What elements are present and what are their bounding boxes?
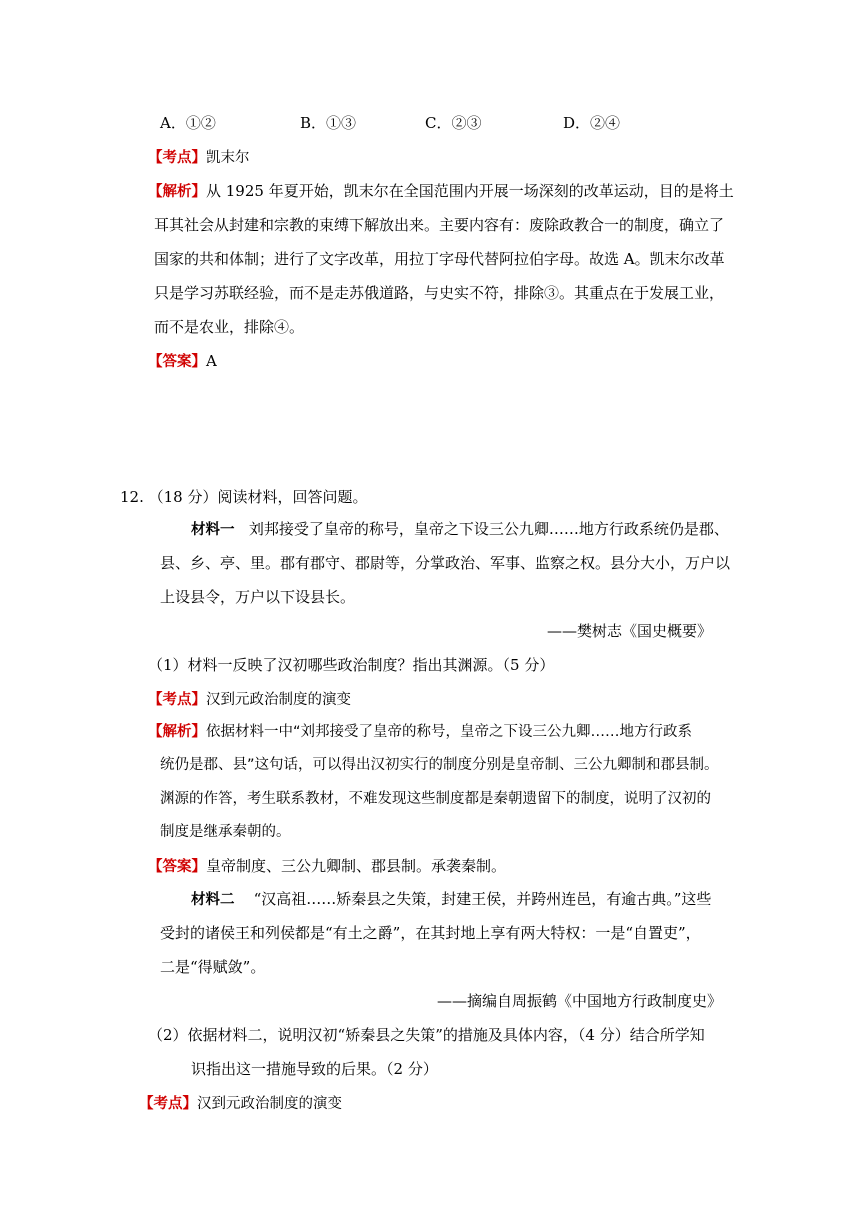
jiexi-tag: 【解析】 xyxy=(148,724,206,740)
jiexi-text: 依据材料一中“刘邦接受了皇帝的称号，皇帝之下设三公九卿……地方行政系 xyxy=(206,724,693,740)
kaodian-text: 凯末尔 xyxy=(206,150,250,166)
sub1-question: （1）材料一反映了汉初哪些政治制度？指出其渊源。（5 分） xyxy=(148,656,555,674)
material2-text: “汉高祖……矫秦县之失策，封建王侯，并跨州连邑，有逾古典。”这些 xyxy=(253,890,712,908)
sub1-daan xyxy=(148,855,506,876)
daan-text: 皇帝制度、三公九卿制、郡县制。承袭秦制。 xyxy=(206,857,507,875)
material1-text: 刘邦接受了皇帝的称号，皇帝之下设三公九卿……地方行政系统仍是郡、 xyxy=(248,520,729,538)
q11-daan xyxy=(148,350,217,371)
material2-line-1 xyxy=(191,888,711,909)
kaodian-tag: 【考点】 xyxy=(139,1096,197,1112)
q11-jiexi-line-3: 国家的共和体制；进行了文字改革，用拉丁字母代替阿拉伯字母。故选 A。凯末尔改革 xyxy=(154,250,725,268)
q11-jiexi-line-2: 耳其社会从封建和宗教的束缚下解放出来。主要内容有：废除政教合一的制度，确立了 xyxy=(154,216,725,234)
sub1-jiexi-line-4: 制度是继承秦朝的。 xyxy=(160,824,291,840)
daan-tag: 【答案】 xyxy=(148,354,206,370)
daan-tag: 【答案】 xyxy=(148,859,206,875)
material1-label: 材料一 xyxy=(191,522,235,538)
sub1-kaodian xyxy=(148,688,351,709)
kaodian-text: 汉到元政治制度的演变 xyxy=(206,692,351,708)
material1-line-2: 县、乡、亭、里。郡有郡守、郡尉等，分掌政治、军事、监察之权。县分大小，万户以 xyxy=(160,554,731,572)
question-intro: （18 分）阅读材料，回答问题。 xyxy=(148,488,368,506)
material2-label: 材料二 xyxy=(191,892,235,908)
sub1-jiexi-line-3: 渊源的作答，考生联系教材，不难发现这些制度都是秦朝遗留下的制度，说明了汉初的 xyxy=(160,791,711,807)
sub2-kaodian xyxy=(139,1092,342,1113)
sub1-jiexi-line-2: 统仍是郡、县”这句话，可以得出汉初实行的制度分别是皇帝制、三公九卿制和郡县制。 xyxy=(160,757,719,773)
question-number: 12. xyxy=(120,488,144,506)
q11-kaodian xyxy=(148,146,250,167)
jiexi-text: 从 1925 年夏开始，凯末尔在全国范围内开展一场深刻的改革运动，目的是将土 xyxy=(206,182,734,200)
jiexi-tag: 【解析】 xyxy=(148,184,206,200)
option-b: B．①③ xyxy=(300,114,357,132)
kaodian-tag: 【考点】 xyxy=(148,150,206,166)
material2-source: ——摘编自周振鹤《中国地方行政制度史》 xyxy=(437,992,723,1010)
sub1-jiexi-line-1 xyxy=(148,720,692,741)
sub2-question-line-2: 识指出这一措施导致的后果。（2 分） xyxy=(191,1060,438,1078)
daan-text: A xyxy=(206,352,217,370)
material1-line-3: 上设县令，万户以下设县长。 xyxy=(160,588,356,606)
kaodian-tag: 【考点】 xyxy=(148,692,206,708)
option-d: D．②④ xyxy=(563,114,621,132)
material1-line-1 xyxy=(191,518,729,539)
option-c: C．②③ xyxy=(425,114,482,132)
material2-line-2: 受封的诸侯王和列侯都是“有土之爵”，在其封地上享有两大特权：一是“自置吏”， xyxy=(160,924,701,942)
option-a: A．①② xyxy=(160,114,216,132)
material2-line-3: 二是“得赋敛”。 xyxy=(160,958,266,976)
material1-source: ——樊树志《国史概要》 xyxy=(547,622,713,640)
q11-jiexi-line-4: 只是学习苏联经验，而不是走苏俄道路，与史实不符，排除③。其重点在于发展工业， xyxy=(154,284,725,302)
kaodian-text: 汉到元政治制度的演变 xyxy=(197,1096,342,1112)
q11-jiexi-line-1 xyxy=(148,180,734,201)
q11-jiexi-line-5: 而不是农业，排除④。 xyxy=(154,318,305,336)
sub2-question-line-1: （2）依据材料二，说明汉初“矫秦县之失策”的措施及具体内容，（4 分）结合所学知 xyxy=(148,1026,705,1044)
q12-intro xyxy=(120,486,368,507)
